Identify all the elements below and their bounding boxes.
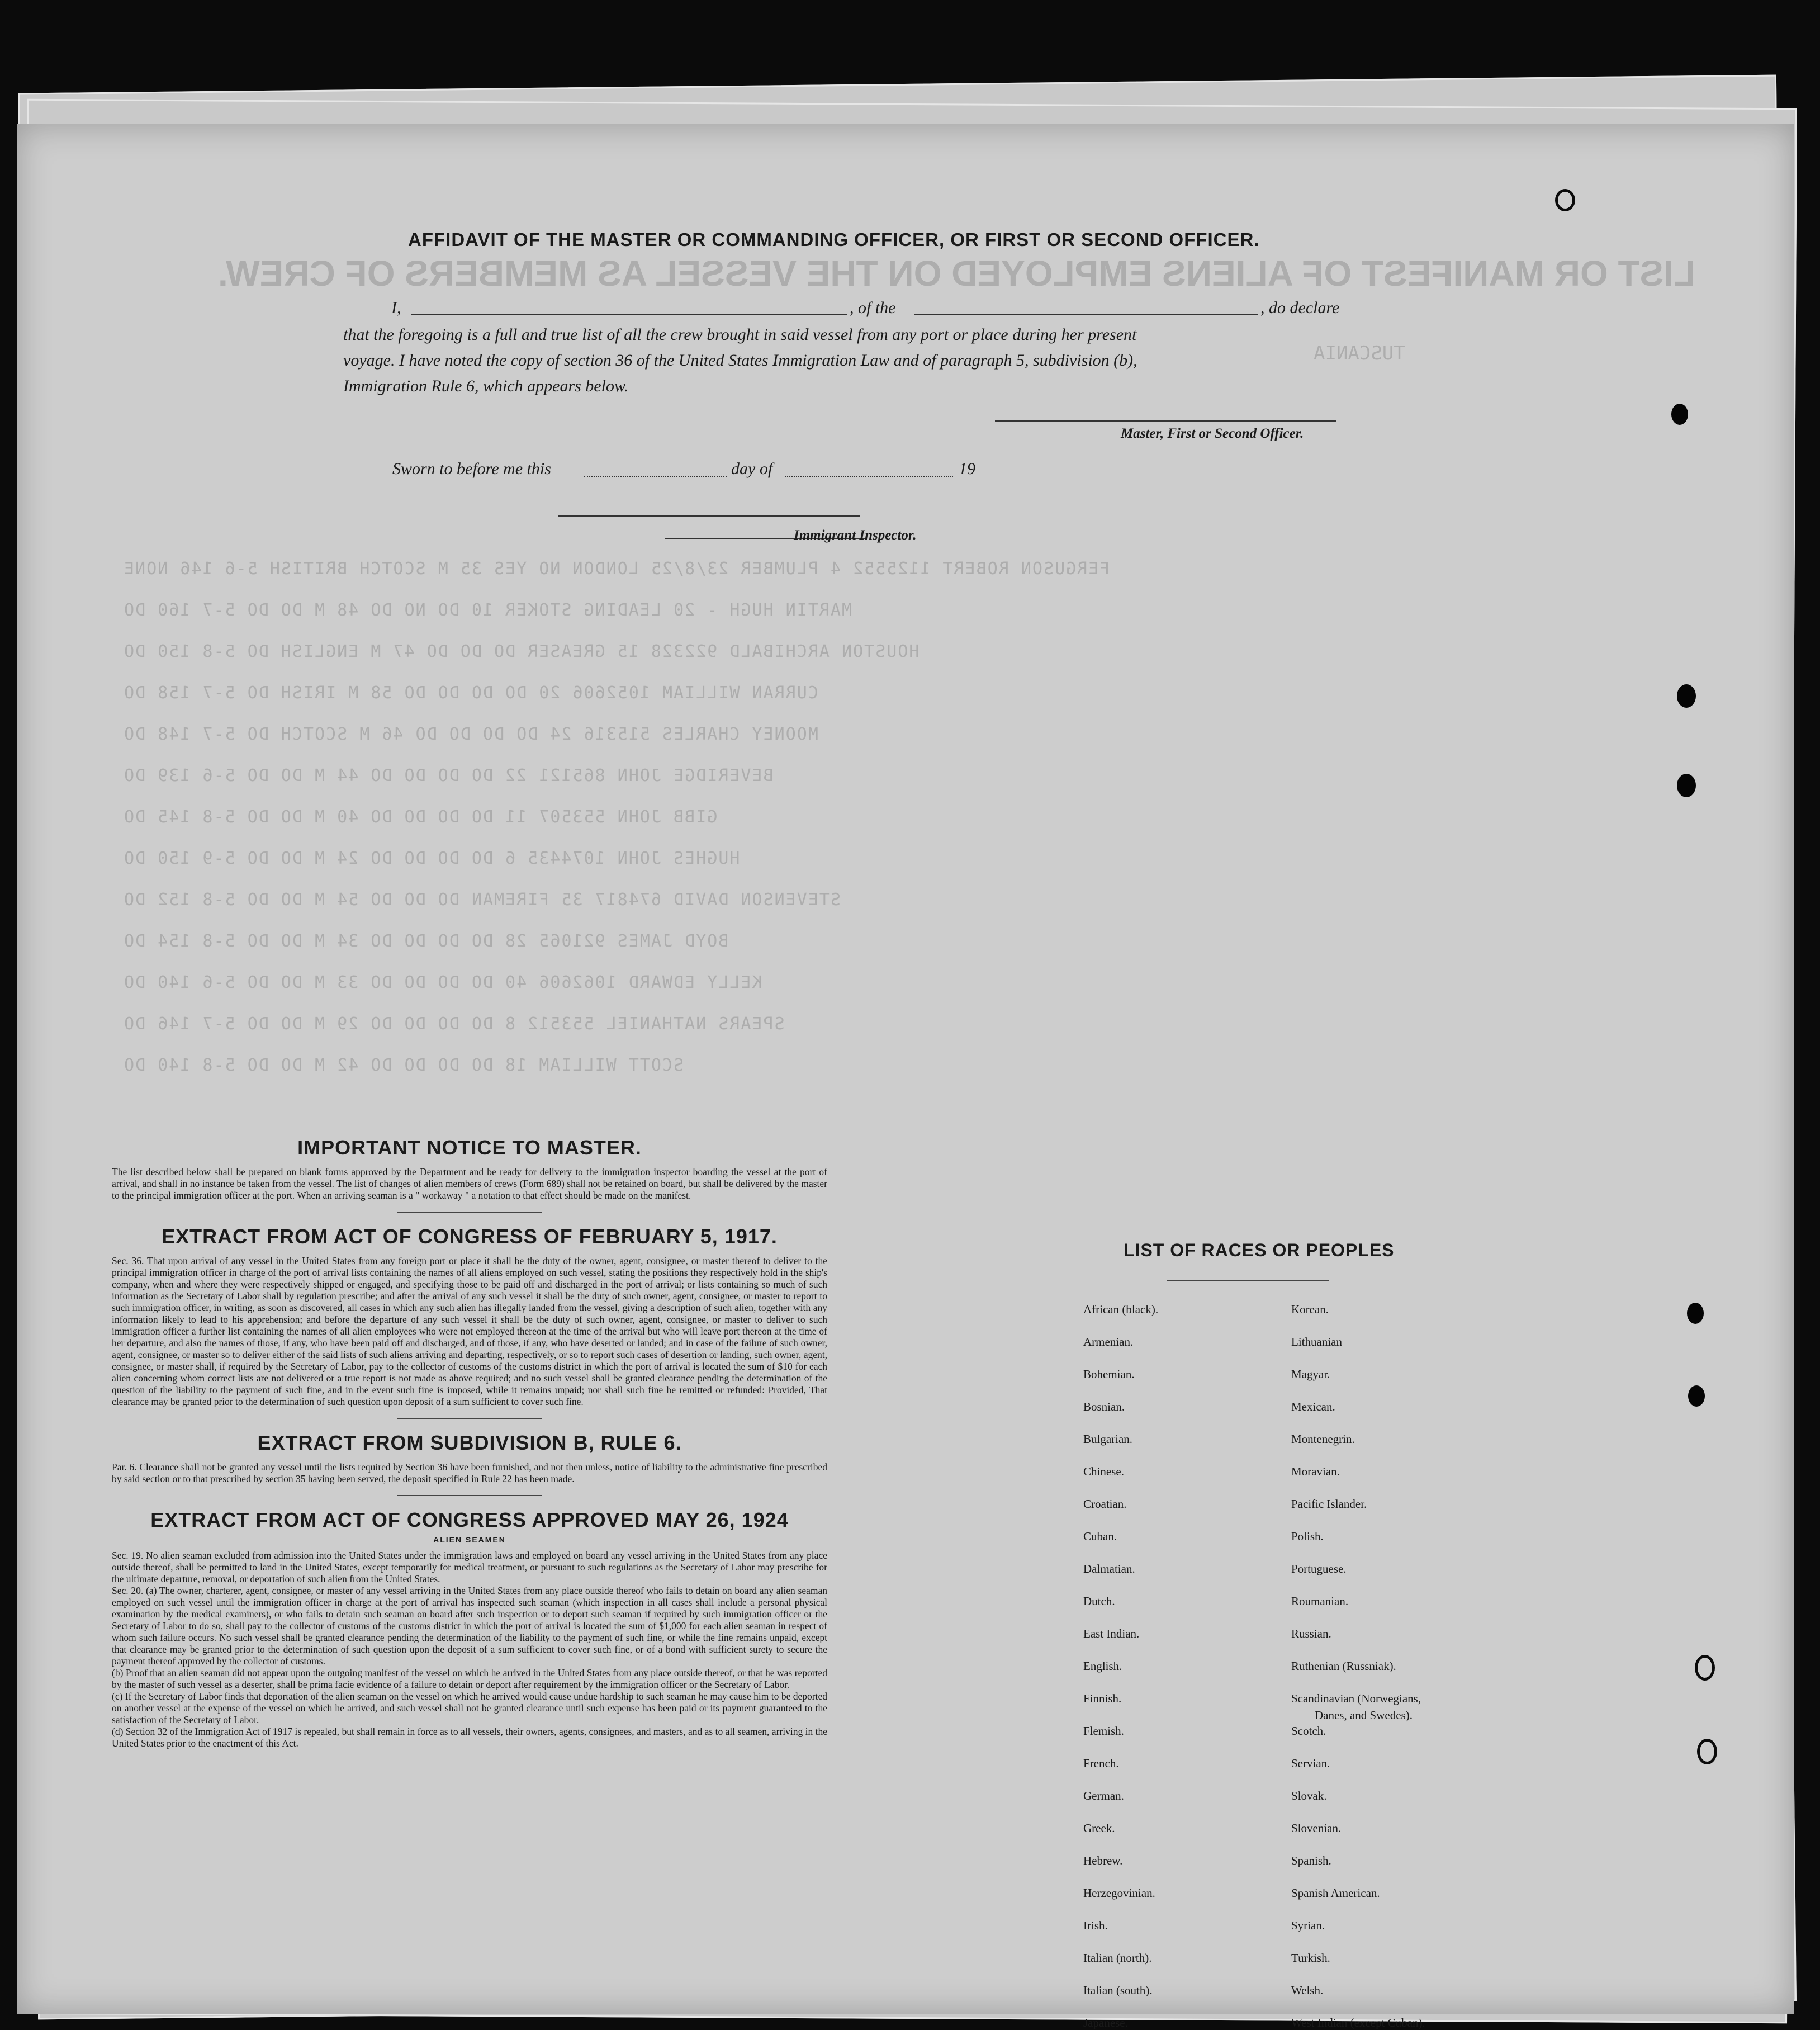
affidavit-vessel-blank	[914, 314, 1258, 315]
sworn-month-blank	[785, 476, 953, 477]
race-entry: Armenian.	[1083, 1335, 1134, 1348]
race-entry: Dalmatian.	[1083, 1562, 1135, 1575]
punch-hole	[1697, 1739, 1717, 1764]
race-entry: Servian.	[1291, 1757, 1330, 1770]
bleed-row: SCOTT WILLIAM 18 DO DO DO DO 42 M DO DO 5-8 140 DO	[123, 1056, 684, 1075]
race-entry: Syrian.	[1291, 1919, 1325, 1932]
race-entry: Ruthenian (Russniak).	[1291, 1659, 1396, 1673]
punch-hole	[1687, 1303, 1704, 1324]
race-entry: Spanish American.	[1291, 1886, 1380, 1900]
act-1924-sec-20d: (d) Section 32 of the Immigration Act of 1917 is repealed, but shall remain in force as to all vessels, their owners, agents, consignees, and masters, and as to all seamen, arriving in the United States prior to the enactment of this Act.	[112, 1726, 827, 1749]
act-1917-title: EXTRACT FROM ACT OF CONGRESS OF FEBRUARY 5, 1917.	[162, 1225, 778, 1248]
race-entry: Italian (south).	[1083, 1984, 1153, 1997]
bleed-row: HOUSTON ARCHIBALD 922328 15 GREASER DO DO DO 47 M ENGLISH DO 5-8 150 DO	[123, 642, 920, 661]
race-entry: Dutch.	[1083, 1594, 1115, 1608]
race-entry: Montenegrin.	[1291, 1432, 1355, 1446]
master-signature-label: Master, First or Second Officer.	[1121, 426, 1304, 441]
race-entry: French.	[1083, 1757, 1119, 1770]
bleed-row: BOYD JAMES 921065 28 DO DO DO DO 34 M DO DO 5-8 154 DO	[123, 931, 729, 951]
bleed-row: STEVENSON DAVID 674817 35 FIREMAN DO DO DO 54 M DO DO 5-8 152 DO	[123, 890, 841, 910]
race-entry: Lithuanian	[1291, 1335, 1342, 1348]
race-entry: Bulgarian.	[1083, 1432, 1133, 1446]
punch-hole	[1677, 684, 1696, 708]
affidavit-line-2: voyage. I have noted the copy of section 36 of the United States Immigration Law and of paragraph 5, subdivision (b),	[343, 351, 1138, 370]
section-divider	[397, 1212, 542, 1213]
race-entry: Cuban.	[1083, 1530, 1117, 1543]
punch-hole	[1677, 774, 1696, 797]
act-1924-sec-20b: (b) Proof that an alien seaman did not appear upon the outgoing manifest of the vessel on which he arrived in the United States from any place outside thereof, or that he was reported by the master of such vessel as a deserter, shall be prima facie evidence of a failure to detain or deport after requirement by the immigration officer or the Secretary of Labor.	[112, 1667, 827, 1690]
act-1924-title: EXTRACT FROM ACT OF CONGRESS APPROVED MAY 26, 1924	[150, 1508, 789, 1531]
race-entry: Magyar.	[1291, 1367, 1330, 1381]
inspector-signature-line	[558, 515, 860, 517]
race-entry: Croatian.	[1083, 1497, 1127, 1511]
punch-hole	[1671, 404, 1688, 425]
bleed-row: CURRAN WILLIAM 1052606 20 DO DO DO DO 58 M IRISH DO 5-7 158 DO	[123, 683, 818, 703]
bleed-row: BEVERIDGE JOHN 865121 22 DO DO DO DO 44 M DO DO 5-6 139 DO	[123, 766, 774, 785]
inspector-signature-label: Immigrant Inspector.	[794, 528, 917, 543]
bleed-row: KELLY EDWARD 1062606 40 DO DO DO DO 33 M DO DO 5-6 140 DO	[123, 973, 762, 992]
bleed-row: SPEARS NATHANIEL 553512 8 DO DO DO DO 29 M DO DO 5-7 146 DO	[123, 1014, 785, 1034]
punch-hole	[1695, 1655, 1715, 1681]
races-title: LIST OF RACES OR PEOPLES	[1124, 1240, 1395, 1260]
bleed-row: MARTIN HUGH - 20 LEADING STOKER 10 DO NO DO 48 M DO DO 5-7 160 DO	[123, 600, 852, 620]
race-entry: Danes, and Swedes).	[1315, 1709, 1413, 1722]
act-1924-sec-20a: Sec. 20. (a) The owner, charterer, agent, consignee, or master of any vessel arriving in the United States from any place outside thereof who fails to detain on board any alien seaman employed on such vessel until the immigration officer in charge at the port of arrival has inspected such seaman (which inspection in all cases shall include a personal physical examination by the medical examiners), or who fails to detain such seaman on board after such inspection or to deport such seaman if required by such immigration officer or the Secretary of Labor to do so, shall pay to the collector of customs of the customs district in which the port of arrival is located the sum of $1,000 for each alien seaman in respect of whom such failure occurs. No such vessel shall be granted clearance pending the determination of the liability to the payment of such fine, or while the fine remains unpaid, except that clearance may be granted prior to the determination of such question upon the deposit of a sum sufficient to cover such fine, or of a bond with sufficient surety to secure the payment thereof approved by the collector of customs.	[112, 1585, 827, 1667]
act-1917-body: Sec. 36. That upon arrival of any vessel in the United States from any foreign port or place it shall be the duty of the owner, agent, consignee, or master thereof to deliver to the principal immigration officer in charge of the port of arrival lists containing the names of all aliens employed on such vessel, stating the positions they respectively hold in the ship's company, when and where they were respectively shipped or engaged, and specifying those to be paid off and discharged in the port of arrival; or lists containing so much of such information as the Secretary of Labor shall by regulation prescribe; and after the arrival of any such vessel it shall be the duty of such owner, agent, consignee, or master to report to such immigration officer, in writing, as soon as discovered, all cases in which any such alien has illegally landed from the vessel, giving a description of such alien, together with any information likely to lead to his apprehension; and before the departure of any such vessel it shall be the duty of such owner, agent, consignee, or master to deliver to such immigration officer a further list containing the names of all alien employees who were not employed thereon at the time of the arrival but who will leave port thereon at the time of her departure, and also the names of those, if any, who have been paid off and discharged, and of those, if any, who have deserted or landed; and in case of the failure of such owner, agent, consignee, or master so to deliver either of the said lists of such aliens arriving and departing, respectively, or so to report such cases of desertion or landing, such owner, agent, consignee, or master shall, if required by the Secretary of Labor, pay to the collector of customs of the customs district in which the port of arrival is located the sum of $10 for each alien concerning whom correct lists are not delivered or a true report is not made as above required; and no such vessel shall be granted clearance pending the determination of the question of the liability to the payment of such fine, and in the event such fine is imposed, while it remains unpaid; nor shall such fine be remitted or refunded: Provided, That clearance may be granted prior to the determination of such question upon deposit of a sum sufficient to cover such fine.	[112, 1255, 827, 1407]
bleed-row: GIBB JOHN 553507 11 DO DO DO DO 40 M DO DO 5-8 145 DO	[123, 807, 718, 827]
bleed-row: MOONEY CHARLES 515316 24 DO DO DO DO 46 M SCOTCH DO 5-7 148 DO	[123, 725, 818, 744]
affidavit-title: AFFIDAVIT OF THE MASTER OR COMMANDING OFFICER, OR FIRST OR SECOND OFFICER.	[408, 229, 1260, 250]
race-entry: Scotch.	[1291, 1724, 1326, 1738]
sworn-label: Sworn to before me this	[392, 460, 551, 478]
affidavit-do-declare: , do declare	[1260, 299, 1340, 317]
race-entry: Scandinavian (Norwegians,	[1291, 1692, 1421, 1705]
race-entry: Chinese.	[1083, 1465, 1124, 1478]
year-label: 19	[959, 460, 975, 478]
race-entry: Bosnian.	[1083, 1400, 1125, 1413]
race-entry: Bohemian.	[1083, 1367, 1135, 1381]
sworn-day-blank	[584, 476, 727, 477]
race-entry: Polish.	[1291, 1530, 1324, 1543]
act-1924-sec-19: Sec. 19. No alien seaman excluded from admission into the United States under the immigration laws and employed on board any vessel arriving in the United States from any place outside thereof, shall be permitted to land in the United States, except temporarily for medical treatment, or pursuant to such regulations as the Secretary of Labor may prescribe for the ultimate departure, removal, or deportation of such alien from the United States.	[112, 1550, 827, 1584]
notice-body: The list described below shall be prepared on blank forms approved by the Department and be ready for delivery to the immigration inspector boarding the vessel at the port of arrival, and shall in no instance be taken from the vessel. The list of changes of alien members of crews (Form 689) shall not be retained on board, but shall be delivered by the master to the principal immigration officer at the port. When an arriving seaman is a " workaway " a notation to that effect should be made on the manifest.	[112, 1166, 827, 1201]
notice-section	[112, 1136, 827, 1749]
act-1924-subtitle: ALIEN SEAMEN	[433, 1535, 506, 1544]
race-entry: Moravian.	[1291, 1465, 1340, 1478]
bleed-through-title: LIST OR MANIFEST OF ALIENS EMPLOYED ON THE VESSEL AS MEMBERS OF CREW.	[218, 253, 1696, 294]
day-of-label: day of	[731, 460, 773, 478]
section-divider	[397, 1495, 542, 1496]
bleed-through-vessel: TUSCANIA	[1314, 342, 1405, 365]
race-entry: Herzegovinian.	[1083, 1886, 1155, 1900]
race-entry: Korean.	[1291, 1303, 1329, 1316]
punch-hole	[1688, 1385, 1705, 1407]
bleed-row: FERGUSON ROBERT 1125552 4 PLUMBER 23/8/25 LONDON NO YES 35 M SCOTCH BRITISH 5-6 146 NONE	[123, 559, 1110, 579]
affidavit-line-3: Immigration Rule 6, which appears below.	[343, 377, 629, 395]
race-entry: East Indian.	[1083, 1627, 1140, 1640]
races-divider	[1167, 1280, 1329, 1281]
race-entry: Finnish.	[1083, 1692, 1122, 1705]
race-entry: English.	[1083, 1659, 1122, 1673]
rule-6-title: EXTRACT FROM SUBDIVISION B, RULE 6.	[257, 1431, 682, 1454]
race-entry: Portuguese.	[1291, 1562, 1347, 1575]
race-entry: Hebrew.	[1083, 1854, 1123, 1867]
race-entry: West Indian (except Cuban).	[1291, 2016, 1425, 2029]
race-entry: Greek.	[1083, 1821, 1115, 1835]
race-entry: Slovak.	[1291, 1789, 1327, 1802]
affidavit-name-blank	[411, 314, 847, 315]
act-1924-sec-20c: (c) If the Secretary of Labor finds that deportation of the alien seaman on the vessel on which he arrived would cause undue hardship to such seaman he may cause him to be deported on another vessel at the expense of the vessel on which he arrived, and such vessel shall not be granted clearance until such expense has been paid or its payment guaranteed to the satisfaction of the Secretary of Labor.	[112, 1691, 827, 1725]
master-signature-line	[995, 420, 1336, 422]
race-entry: Russian.	[1291, 1627, 1331, 1640]
race-entry: Roumanian.	[1291, 1594, 1349, 1608]
notice-title: IMPORTANT NOTICE TO MASTER.	[297, 1136, 642, 1159]
affidavit-i-label: I,	[391, 299, 401, 317]
race-entry: Turkish.	[1291, 1951, 1330, 1965]
manifest-page	[17, 124, 1794, 2029]
race-entry: German.	[1083, 1789, 1124, 1802]
race-entry: Japanese.	[1083, 2016, 1128, 2029]
affidavit-of-the: , of the	[850, 299, 896, 317]
section-divider	[397, 1418, 542, 1419]
race-entry: Irish.	[1083, 1919, 1108, 1932]
race-entry: Welsh.	[1291, 1984, 1324, 1997]
bleed-row: HUGHES JOHN 1074435 6 DO DO DO DO 24 M DO DO 5-9 150 DO	[123, 849, 740, 868]
race-entry: Mexican.	[1291, 1400, 1335, 1413]
race-entry: Slovenian.	[1291, 1821, 1342, 1835]
race-entry: Flemish.	[1083, 1724, 1124, 1738]
affidavit-line-1: that the foregoing is a full and true list of all the crew brought in said vessel from any port or place during her present	[343, 325, 1137, 344]
race-entry: Italian (north).	[1083, 1951, 1152, 1965]
race-entry: Spanish.	[1291, 1854, 1331, 1867]
race-entry: African (black).	[1083, 1303, 1159, 1316]
punch-hole	[1555, 189, 1575, 211]
race-entry: Pacific Islander.	[1291, 1497, 1367, 1511]
rule-6-body: Par. 6. Clearance shall not be granted any vessel until the lists required by Section 36 have been furnished, and not then unless, notice of liability to the administrative fine prescribed by said section or to that prescribed by section 35 having been served, the deposit specified in Rule 22 has been made.	[112, 1461, 827, 1484]
